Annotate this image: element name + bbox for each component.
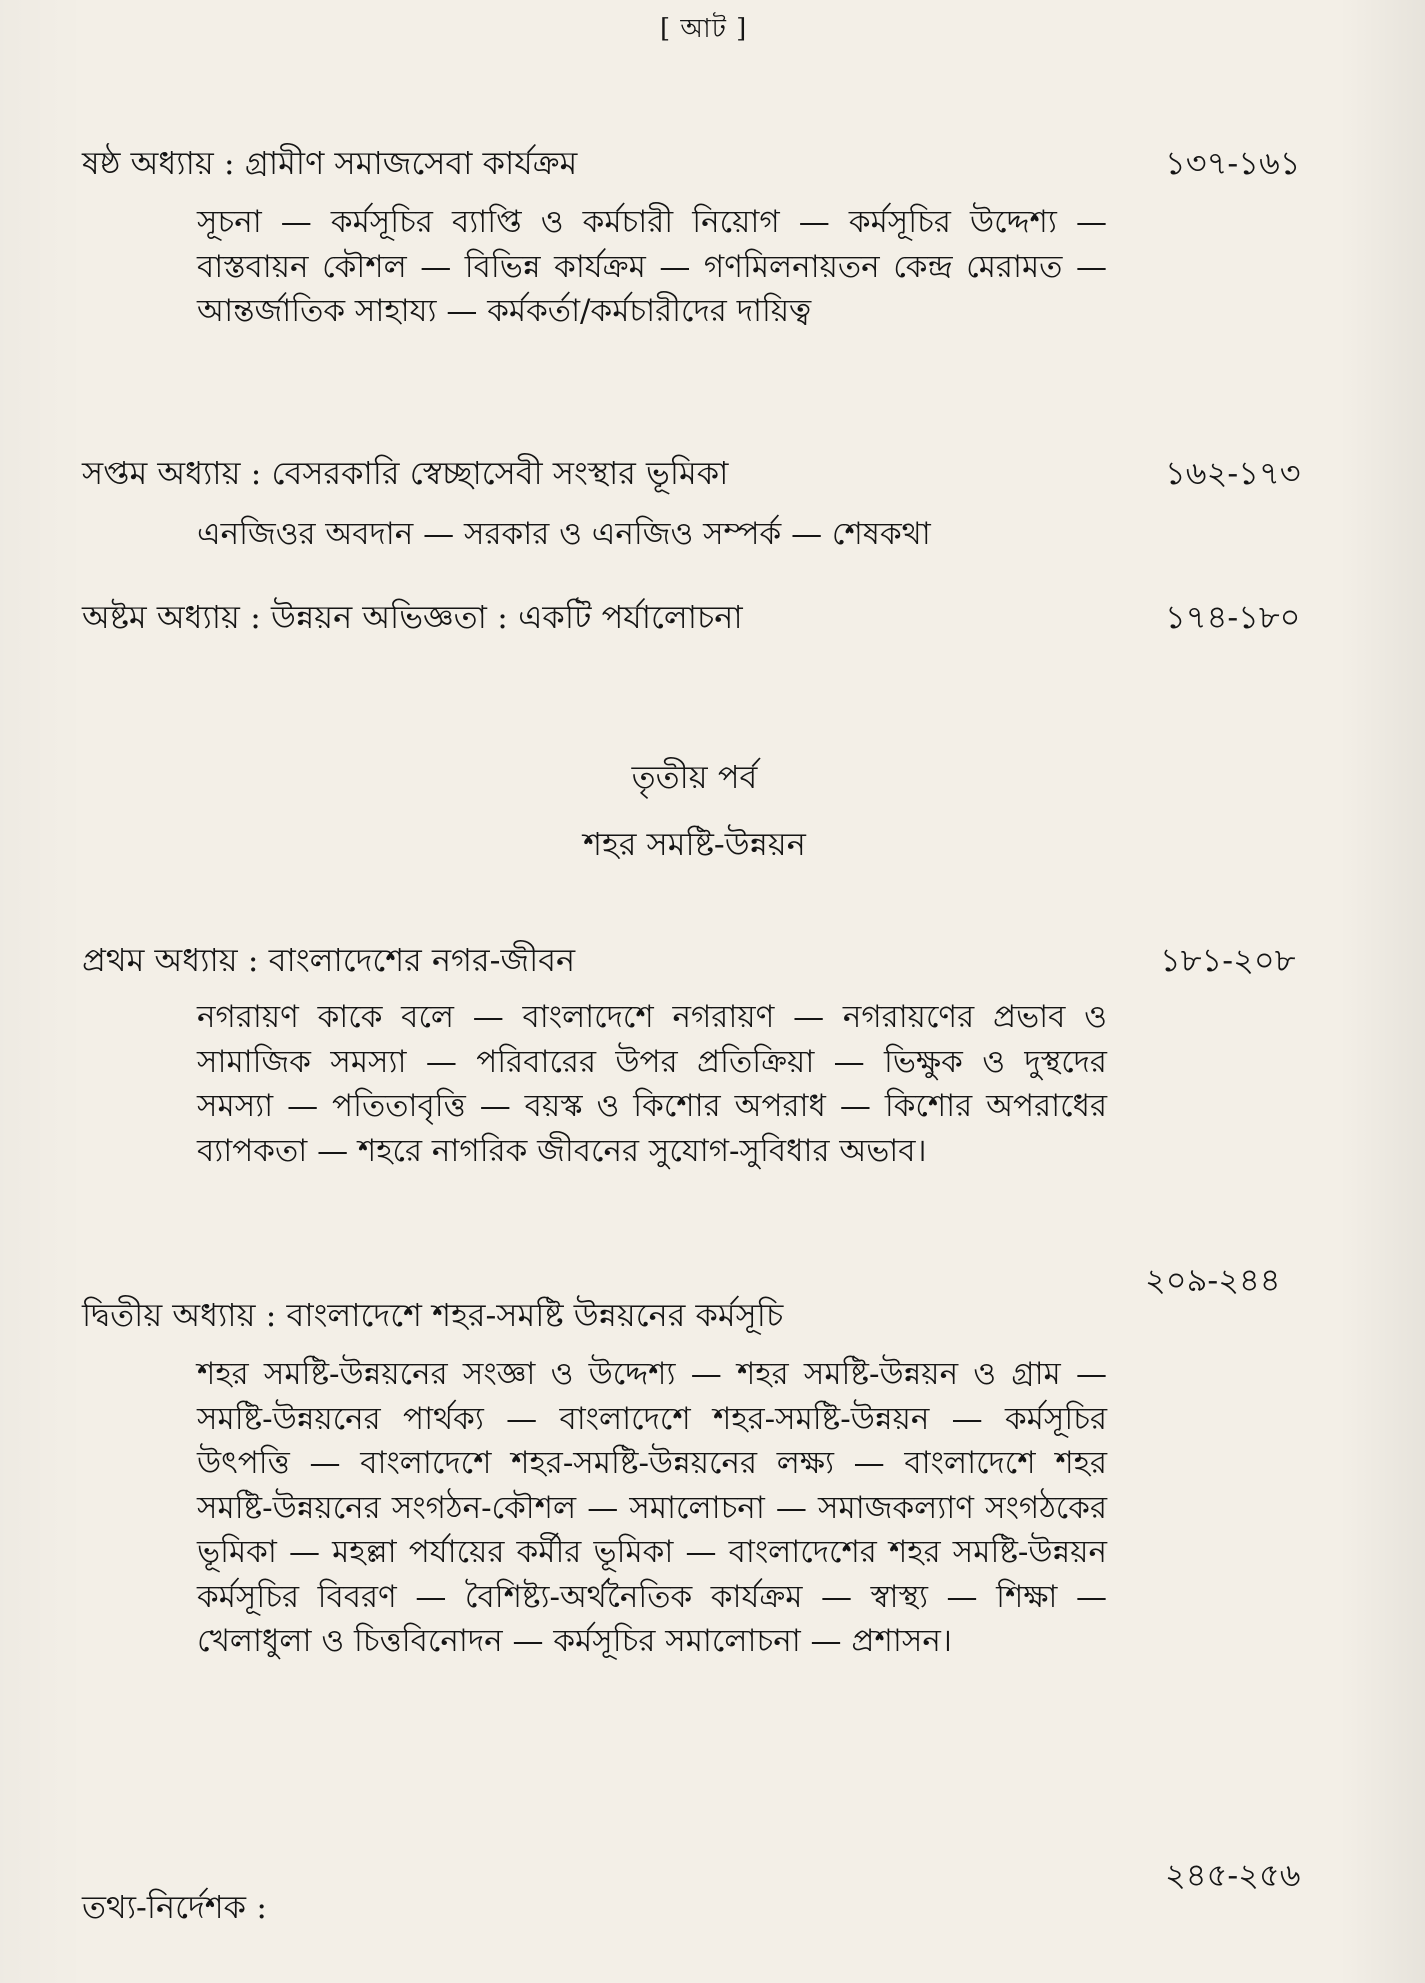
chapter-page-range: ১৩৭-১৬১	[1165, 144, 1301, 182]
page-number-header: [ আট ]	[660, 14, 748, 44]
chapter-page-range: ১৬২-১৭৩	[1165, 454, 1301, 492]
part-title: তৃতীয় পর্ব	[631, 758, 758, 796]
chapter-page-range: ২০৯-২৪৪	[1145, 1261, 1281, 1299]
index-page-range: ২৪৫-২৫৬	[1165, 1856, 1301, 1894]
chapter-summary: এনজিওর অবদান — সরকার ও এনজিও সম্পর্ক — শেষকথা	[197, 516, 931, 552]
index-label: তথ্য-নির্দেশক :	[82, 1888, 268, 1926]
chapter-page-range: ১৭৪-১৮০	[1165, 598, 1301, 636]
chapter-title: দ্বিতীয় অধ্যায় : বাংলাদেশে শহর-সমষ্টি উন্নয়নের কর্মসূচি	[82, 1296, 784, 1334]
chapter-title: সপ্তম অধ্যায় : বেসরকারি স্বেচ্ছাসেবী সংস্থার ভূমিকা	[82, 454, 729, 492]
chapter-summary: নগরায়ণ কাকে বলে — বাংলাদেশে নগরায়ণ — নগরায়ণের প্রভাব ও সামাজিক সমস্যা — পরিবারের উপর প্রতিক্রিয়া — ভিক্ষুক ও দুস্থদের সমস্যা — পতিতাবৃত্তি — বয়স্ক ও কিশোর অপরাধ — কিশোর অপরাধের ব্যাপকতা — শহরে নাগরিক জীবনের সুযোগ-সুবিধার অভাব।	[197, 999, 1107, 1169]
chapter-title: ষষ্ঠ অধ্যায় : গ্রামীণ সমাজসেবা কার্যক্রম	[82, 144, 578, 182]
chapter-title: প্রথম অধ্যায় : বাংলাদেশের নগর-জীবন	[82, 941, 576, 979]
chapter-page-range: ১৮১-২০৮	[1160, 941, 1296, 979]
chapter-summary: সূচনা — কর্মসূচির ব্যাপ্তি ও কর্মচারী নিয়োগ — কর্মসূচির উদ্দেশ্য — বাস্তবায়ন কৌশল — বিভিন্ন কার্যক্রম — গণমিলনায়তন কেন্দ্র মেরামত — আন্তর্জাতিক সাহায্য — কর্মকর্তা/কর্মচারীদের দায়িত্ব	[197, 204, 1107, 329]
part-subtitle: শহর সমষ্টি-উন্নয়ন	[583, 825, 806, 863]
chapter-title: অষ্টম অধ্যায় : উন্নয়ন অভিজ্ঞতা : একটি পর্যালোচনা	[82, 598, 743, 636]
chapter-summary: শহর সমষ্টি-উন্নয়নের সংজ্ঞা ও উদ্দেশ্য — শহর সমষ্টি-উন্নয়ন ও গ্রাম — সমষ্টি-উন্নয়নের পার্থক্য — বাংলাদেশে শহর-সমষ্টি-উন্নয়ন — কর্মসূচির উৎপত্তি — বাংলাদেশে শহর-সমষ্টি-উন্নয়নের লক্ষ্য — বাংলাদেশে শহর সমষ্টি-উন্নয়নের সংগঠন-কৌশল — সমালোচনা — সমাজকল্যাণ সংগঠকের ভূমিকা — মহল্লা পর্যায়ের কর্মীর ভূমিকা — বাংলাদেশের শহর সমষ্টি-উন্নয়ন কর্মসূচির বিবরণ — বৈশিষ্ট্য-অর্থনৈতিক কার্যক্রম — স্বাস্থ্য — শিক্ষা — খেলাধুলা ও চিত্তবিনোদন — কর্মসূচির সমালোচনা — প্রশাসন।	[197, 1356, 1107, 1659]
